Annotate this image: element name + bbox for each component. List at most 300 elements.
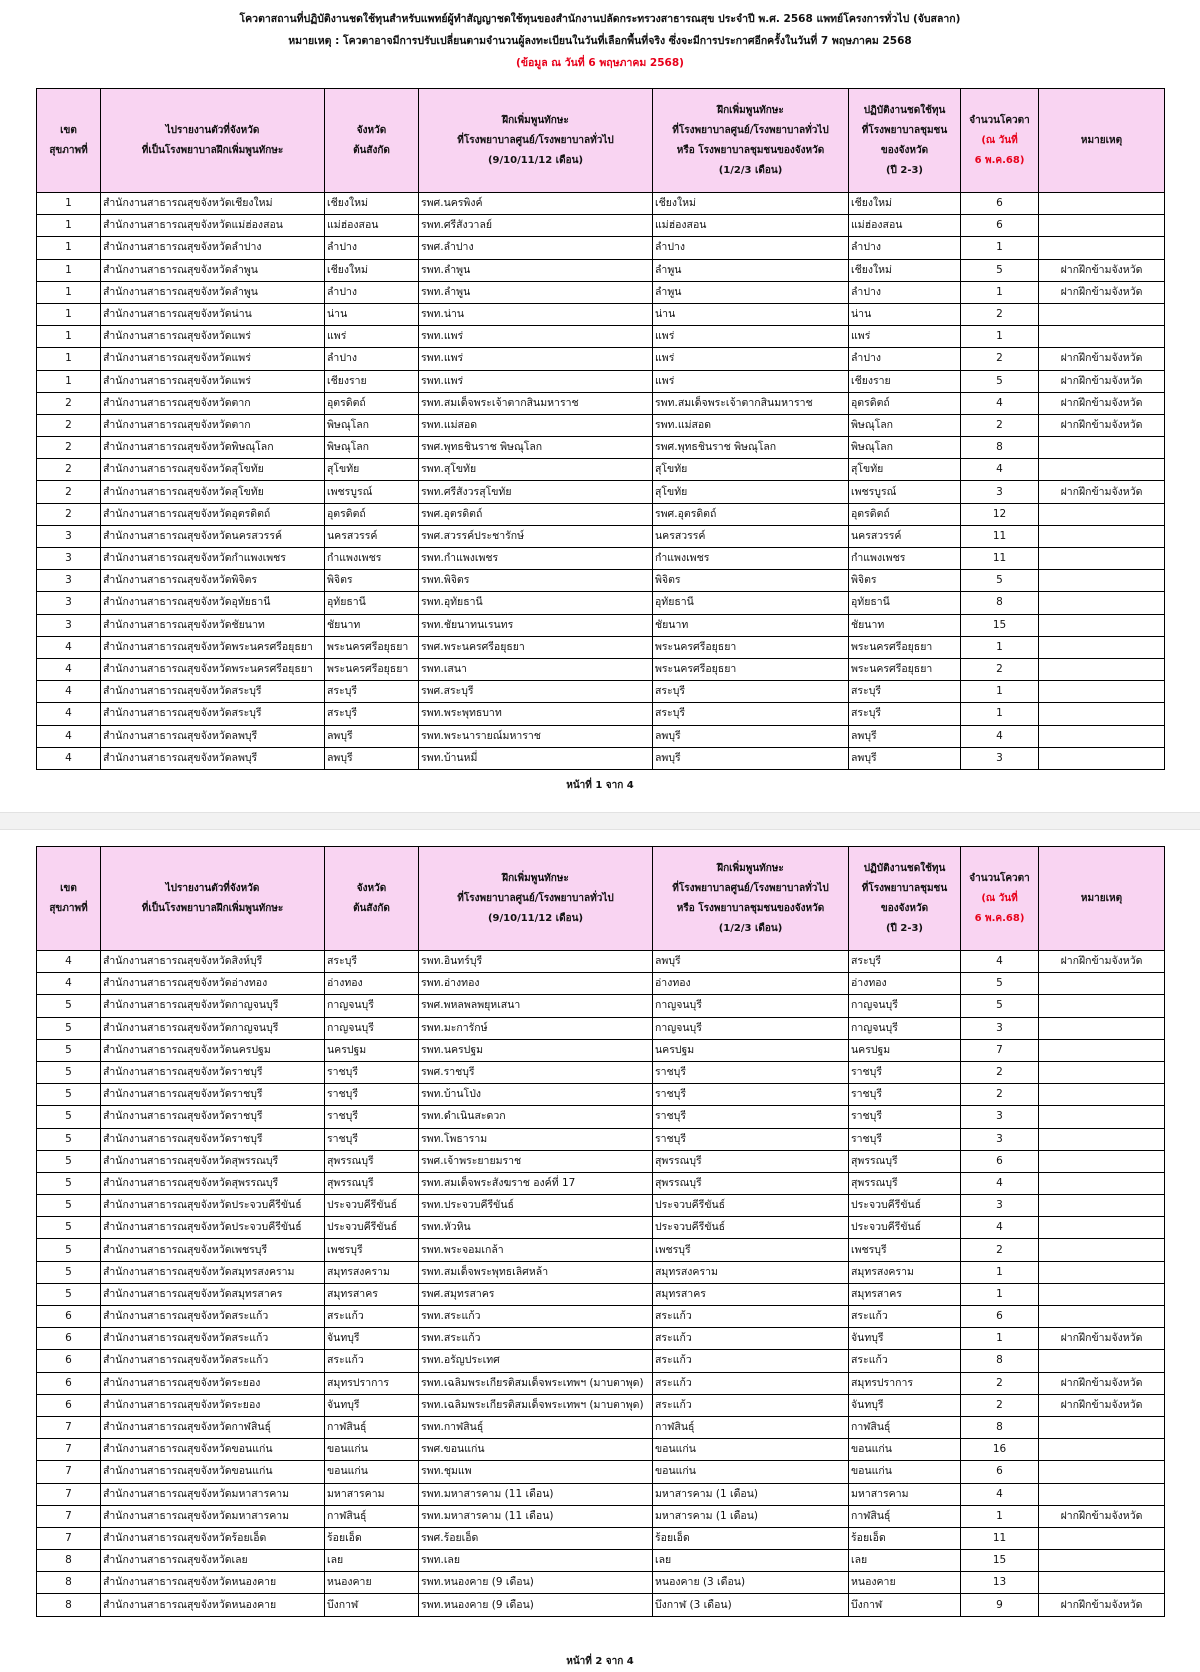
- cell-report-to: สำนักงานสาธารณสุขจังหวัดแพร่: [101, 370, 325, 392]
- cell-community-hospital: กาฬสินธุ์: [849, 1416, 961, 1438]
- cell-report-to: สำนักงานสาธารณสุขจังหวัดประจวบคีรีขันธ์: [101, 1217, 325, 1239]
- cell-training-other: อ่างทอง: [653, 973, 849, 995]
- cell-training-other: แพร่: [653, 326, 849, 348]
- cell-province: ร้อยเอ็ด: [325, 1527, 419, 1549]
- cell-report-to: สำนักงานสาธารณสุขจังหวัดหนองคาย: [101, 1572, 325, 1594]
- cell-community-hospital: สุพรรณบุรี: [849, 1150, 961, 1172]
- cell-region: 2: [37, 503, 101, 525]
- header-line: หรือ โรงพยาบาลชุมชนของจังหวัด: [676, 902, 825, 914]
- table-row: [37, 1172, 1165, 1194]
- table-row: [37, 303, 1165, 325]
- cell-report-to: สำนักงานสาธารณสุขจังหวัดนครสวรรค์: [101, 525, 325, 547]
- cell-training-other: ลพบุรี: [653, 951, 849, 973]
- header-line: จังหวัด: [356, 124, 387, 136]
- document-data-date: (ข้อมูล ณ วันที่ 6 พฤษภาคม 2568): [516, 57, 684, 69]
- cell-province: ลพบุรี: [325, 747, 419, 769]
- cell-training-other: กาฬสินธุ์: [653, 1416, 849, 1438]
- table-row: [37, 1483, 1165, 1505]
- table-row: [37, 414, 1165, 436]
- cell-quota: 11: [961, 525, 1039, 547]
- cell-quota: 11: [961, 548, 1039, 570]
- cell-remark: [1039, 658, 1165, 680]
- header-line: (ปี 2-3): [885, 164, 924, 176]
- header-region: [37, 847, 101, 951]
- header-line: ฝึกเพิ่มพูนทักษะ: [717, 104, 784, 116]
- table-row: [37, 1461, 1165, 1483]
- cell-training-other: ชัยนาท: [653, 614, 849, 636]
- cell-quota: 1: [961, 237, 1039, 259]
- cell-community-hospital: เชียงใหม่: [849, 259, 961, 281]
- cell-region: 1: [37, 348, 101, 370]
- table-row: [37, 1017, 1165, 1039]
- cell-training-other: สระแก้ว: [653, 1306, 849, 1328]
- cell-training-other: กำแพงเพชร: [653, 548, 849, 570]
- cell-training-hospital: รพท.ชุมแพ: [419, 1461, 653, 1483]
- cell-training-other: พระนครศรีอยุธยา: [653, 658, 849, 680]
- cell-quota: 4: [961, 1217, 1039, 1239]
- cell-remark: [1039, 503, 1165, 525]
- table-header: [37, 847, 1165, 951]
- table-row: [37, 951, 1165, 973]
- cell-region: 6: [37, 1328, 101, 1350]
- cell-training-hospital: รพท.แพร่: [419, 348, 653, 370]
- cell-region: 2: [37, 414, 101, 436]
- cell-report-to: สำนักงานสาธารณสุขจังหวัดสิงห์บุรี: [101, 951, 325, 973]
- cell-community-hospital: เพชรบุรี: [849, 1239, 961, 1261]
- cell-province: สระบุรี: [325, 951, 419, 973]
- cell-training-other: สุโขทัย: [653, 481, 849, 503]
- cell-report-to: สำนักงานสาธารณสุขจังหวัดพระนครศรีอยุธยา: [101, 658, 325, 680]
- cell-remark: [1039, 703, 1165, 725]
- cell-training-other: ลำพูน: [653, 259, 849, 281]
- cell-remark: [1039, 326, 1165, 348]
- cell-community-hospital: กำแพงเพชร: [849, 548, 961, 570]
- cell-community-hospital: ราชบุรี: [849, 1128, 961, 1150]
- cell-region: 4: [37, 747, 101, 769]
- cell-training-hospital: รพท.พระจอมเกล้า: [419, 1239, 653, 1261]
- cell-training-hospital: รพท.เฉลิมพระเกียรติสมเด็จพระเทพฯ (มาบตาพุด): [419, 1394, 653, 1416]
- cell-province: กาญจนบุรี: [325, 1017, 419, 1039]
- cell-remark: [1039, 1283, 1165, 1305]
- cell-quota: 4: [961, 951, 1039, 973]
- cell-training-other: ขอนแก่น: [653, 1461, 849, 1483]
- table-row: [37, 1061, 1165, 1083]
- cell-quota: 9: [961, 1594, 1039, 1616]
- cell-province: พิษณุโลก: [325, 437, 419, 459]
- header-training-other: [653, 89, 849, 193]
- cell-quota: 13: [961, 1572, 1039, 1594]
- table-row: [37, 481, 1165, 503]
- table-row: [37, 548, 1165, 570]
- cell-quota: 3: [961, 1195, 1039, 1217]
- cell-province: ลำปาง: [325, 348, 419, 370]
- cell-quota: 4: [961, 725, 1039, 747]
- table-row: [37, 747, 1165, 769]
- cell-region: 5: [37, 1150, 101, 1172]
- cell-training-hospital: รพท.แม่สอด: [419, 414, 653, 436]
- header-province: [325, 89, 419, 193]
- cell-quota: 12: [961, 503, 1039, 525]
- cell-province: ขอนแก่น: [325, 1439, 419, 1461]
- cell-training-other: ราชบุรี: [653, 1084, 849, 1106]
- cell-remark: [1039, 614, 1165, 636]
- cell-region: 5: [37, 1283, 101, 1305]
- cell-training-other: แพร่: [653, 348, 849, 370]
- header-training-hospital: [419, 847, 653, 951]
- cell-training-hospital: รพท.อ่างทอง: [419, 973, 653, 995]
- cell-quota: 6: [961, 215, 1039, 237]
- cell-training-hospital: รพท.แพร่: [419, 326, 653, 348]
- document-header: [0, 8, 1200, 74]
- cell-community-hospital: อ่างทอง: [849, 973, 961, 995]
- cell-province: สมุทรสาคร: [325, 1283, 419, 1305]
- cell-province: มหาสารคาม: [325, 1483, 419, 1505]
- table-row: [37, 1150, 1165, 1172]
- header-line: ที่โรงพยาบาลชุมชน: [861, 882, 948, 894]
- cell-province: กาญจนบุรี: [325, 995, 419, 1017]
- cell-training-hospital: รพท.เลย: [419, 1550, 653, 1572]
- cell-region: 5: [37, 1195, 101, 1217]
- cell-report-to: สำนักงานสาธารณสุขจังหวัดลพบุรี: [101, 725, 325, 747]
- cell-report-to: สำนักงานสาธารณสุขจังหวัดพระนครศรีอยุธยา: [101, 636, 325, 658]
- cell-province: ราชบุรี: [325, 1061, 419, 1083]
- cell-province: ราชบุรี: [325, 1084, 419, 1106]
- cell-training-hospital: รพท.บ้านโป่ง: [419, 1084, 653, 1106]
- cell-region: 4: [37, 973, 101, 995]
- cell-training-hospital: รพศ.เจ้าพระยายมราช: [419, 1150, 653, 1172]
- cell-community-hospital: สระบุรี: [849, 703, 961, 725]
- cell-quota: 3: [961, 1106, 1039, 1128]
- cell-remark: ฝากฝึกข้ามจังหวัด: [1039, 414, 1165, 436]
- cell-remark: ฝากฝึกข้ามจังหวัด: [1039, 259, 1165, 281]
- cell-province: แพร่: [325, 326, 419, 348]
- cell-training-hospital: รพท.ลำพูน: [419, 281, 653, 303]
- cell-province: ลำปาง: [325, 281, 419, 303]
- table-row: [37, 1350, 1165, 1372]
- cell-training-hospital: รพท.พระพุทธบาท: [419, 703, 653, 725]
- cell-report-to: สำนักงานสาธารณสุขจังหวัดอ่างทอง: [101, 973, 325, 995]
- cell-report-to: สำนักงานสาธารณสุขจังหวัดกาญจนบุรี: [101, 995, 325, 1017]
- cell-province: อุตรดิตถ์: [325, 503, 419, 525]
- cell-region: 2: [37, 437, 101, 459]
- cell-quota: 4: [961, 1172, 1039, 1194]
- cell-quota: 6: [961, 1461, 1039, 1483]
- cell-quota: 1: [961, 636, 1039, 658]
- header-line: ไปรายงานตัวที่จังหวัด: [165, 882, 260, 894]
- cell-training-hospital: รพท.อินทร์บุรี: [419, 951, 653, 973]
- cell-training-hospital: รพท.หนองคาย (9 เดือน): [419, 1594, 653, 1616]
- table-row: [37, 348, 1165, 370]
- cell-region: 1: [37, 237, 101, 259]
- cell-report-to: สำนักงานสาธารณสุขจังหวัดสุโขทัย: [101, 459, 325, 481]
- cell-training-hospital: รพท.น่าน: [419, 303, 653, 325]
- cell-remark: [1039, 1461, 1165, 1483]
- cell-province: อ่างทอง: [325, 973, 419, 995]
- cell-region: 1: [37, 215, 101, 237]
- cell-remark: [1039, 1217, 1165, 1239]
- cell-remark: [1039, 1039, 1165, 1061]
- table-row: [37, 281, 1165, 303]
- cell-remark: [1039, 1527, 1165, 1549]
- header-line: (9/10/11/12 เดือน): [487, 154, 584, 166]
- cell-remark: [1039, 525, 1165, 547]
- cell-remark: [1039, 1572, 1165, 1594]
- cell-region: 7: [37, 1527, 101, 1549]
- cell-community-hospital: พิษณุโลก: [849, 437, 961, 459]
- cell-training-other: นครปฐม: [653, 1039, 849, 1061]
- cell-region: 4: [37, 725, 101, 747]
- cell-remark: [1039, 193, 1165, 215]
- cell-report-to: สำนักงานสาธารณสุขจังหวัดกาญจนบุรี: [101, 1017, 325, 1039]
- cell-remark: [1039, 1350, 1165, 1372]
- cell-remark: [1039, 1550, 1165, 1572]
- cell-training-other: น่าน: [653, 303, 849, 325]
- cell-remark: [1039, 1239, 1165, 1261]
- cell-remark: [1039, 1084, 1165, 1106]
- cell-community-hospital: พระนครศรีอยุธยา: [849, 658, 961, 680]
- cell-region: 6: [37, 1394, 101, 1416]
- header-community: [849, 847, 961, 951]
- cell-training-other: รพท.สมเด็จพระเจ้าตากสินมหาราช: [653, 392, 849, 414]
- header-report-to: [101, 847, 325, 951]
- page-number: หน้าที่ 2 จาก 4: [566, 1656, 634, 1667]
- cell-province: หนองคาย: [325, 1572, 419, 1594]
- cell-training-hospital: รพท.กาฬสินธุ์: [419, 1416, 653, 1438]
- cell-report-to: สำนักงานสาธารณสุขจังหวัดสระแก้ว: [101, 1306, 325, 1328]
- cell-training-other: อุทัยธานี: [653, 592, 849, 614]
- cell-remark: ฝากฝึกข้ามจังหวัด: [1039, 1372, 1165, 1394]
- table-row: [37, 1039, 1165, 1061]
- cell-training-hospital: รพท.หนองคาย (9 เดือน): [419, 1572, 653, 1594]
- table-row: [37, 1306, 1165, 1328]
- table-row: [37, 570, 1165, 592]
- cell-community-hospital: สมุทรสงคราม: [849, 1261, 961, 1283]
- header-line: (9/10/11/12 เดือน): [487, 912, 584, 924]
- cell-community-hospital: ราชบุรี: [849, 1106, 961, 1128]
- cell-report-to: สำนักงานสาธารณสุขจังหวัดราชบุรี: [101, 1128, 325, 1150]
- header-line: ที่โรงพยาบาลศูนย์/โรงพยาบาลทั่วไป: [457, 134, 614, 146]
- cell-training-hospital: รพท.สระแก้ว: [419, 1306, 653, 1328]
- cell-quota: 2: [961, 348, 1039, 370]
- cell-community-hospital: ร้อยเอ็ด: [849, 1527, 961, 1549]
- header-line: ที่โรงพยาบาลศูนย์/โรงพยาบาลทั่วไป: [457, 892, 614, 904]
- cell-region: 3: [37, 592, 101, 614]
- header-line: ฝึกเพิ่มพูนทักษะ: [502, 872, 569, 884]
- table-row: [37, 193, 1165, 215]
- cell-remark: [1039, 437, 1165, 459]
- cell-quota: 5: [961, 995, 1039, 1017]
- cell-remark: [1039, 1416, 1165, 1438]
- cell-remark: ฝากฝึกข้ามจังหวัด: [1039, 951, 1165, 973]
- cell-region: 5: [37, 1128, 101, 1150]
- cell-training-hospital: รพท.มหาสารคาม (11 เดือน): [419, 1483, 653, 1505]
- cell-remark: [1039, 1439, 1165, 1461]
- cell-community-hospital: สระแก้ว: [849, 1350, 961, 1372]
- table-row: [37, 725, 1165, 747]
- cell-training-hospital: รพท.ประจวบคีรีขันธ์: [419, 1195, 653, 1217]
- table-row: [37, 1416, 1165, 1438]
- cell-quota: 8: [961, 1350, 1039, 1372]
- cell-training-other: แม่ฮ่องสอน: [653, 215, 849, 237]
- cell-community-hospital: ราชบุรี: [849, 1084, 961, 1106]
- cell-province: สระบุรี: [325, 703, 419, 725]
- cell-remark: ฝากฝึกข้ามจังหวัด: [1039, 1505, 1165, 1527]
- header-line: จำนวนโควตา: [969, 872, 1030, 884]
- cell-training-hospital: รพท.นครปฐม: [419, 1039, 653, 1061]
- cell-training-other: ร้อยเอ็ด: [653, 1527, 849, 1549]
- cell-training-hospital: รพท.อุทัยธานี: [419, 592, 653, 614]
- cell-training-other: รพศ.อุตรดิตถ์: [653, 503, 849, 525]
- cell-training-hospital: รพท.ศรีสังวาลย์: [419, 215, 653, 237]
- cell-report-to: สำนักงานสาธารณสุขจังหวัดแพร่: [101, 326, 325, 348]
- cell-region: 4: [37, 703, 101, 725]
- cell-region: 8: [37, 1550, 101, 1572]
- cell-report-to: สำนักงานสาธารณสุขจังหวัดมหาสารคาม: [101, 1505, 325, 1527]
- cell-training-hospital: รพศ.นครพิงค์: [419, 193, 653, 215]
- cell-report-to: สำนักงานสาธารณสุขจังหวัดประจวบคีรีขันธ์: [101, 1195, 325, 1217]
- cell-quota: 5: [961, 973, 1039, 995]
- cell-training-hospital: รพท.แพร่: [419, 370, 653, 392]
- cell-remark: [1039, 592, 1165, 614]
- cell-province: เชียงราย: [325, 370, 419, 392]
- table-row: [37, 1439, 1165, 1461]
- cell-province: ประจวบคีรีขันธ์: [325, 1217, 419, 1239]
- cell-province: ราชบุรี: [325, 1128, 419, 1150]
- cell-remark: [1039, 548, 1165, 570]
- cell-training-hospital: รพท.ศรีสังวรสุโขทัย: [419, 481, 653, 503]
- cell-report-to: สำนักงานสาธารณสุขจังหวัดพิจิตร: [101, 570, 325, 592]
- cell-province: เชียงใหม่: [325, 193, 419, 215]
- cell-province: กาฬสินธุ์: [325, 1505, 419, 1527]
- cell-report-to: สำนักงานสาธารณสุขจังหวัดสระแก้ว: [101, 1350, 325, 1372]
- table-body: [37, 193, 1165, 770]
- table-row: [37, 1261, 1165, 1283]
- document-page-1: [0, 0, 1200, 812]
- cell-training-other: เลย: [653, 1550, 849, 1572]
- cell-remark: [1039, 636, 1165, 658]
- cell-report-to: สำนักงานสาธารณสุขจังหวัดสระแก้ว: [101, 1328, 325, 1350]
- cell-report-to: สำนักงานสาธารณสุขจังหวัดสุพรรณบุรี: [101, 1150, 325, 1172]
- cell-remark: [1039, 1106, 1165, 1128]
- cell-training-other: มหาสารคาม (1 เดือน): [653, 1483, 849, 1505]
- cell-report-to: สำนักงานสาธารณสุขจังหวัดตาก: [101, 414, 325, 436]
- cell-remark: [1039, 1061, 1165, 1083]
- cell-region: 4: [37, 951, 101, 973]
- cell-quota: 15: [961, 614, 1039, 636]
- cell-training-hospital: รพศ.พหลพลพยุหเสนา: [419, 995, 653, 1017]
- table-header: [37, 89, 1165, 193]
- cell-remark: [1039, 1483, 1165, 1505]
- cell-province: เพชรบุรี: [325, 1239, 419, 1261]
- cell-region: 2: [37, 481, 101, 503]
- cell-report-to: สำนักงานสาธารณสุขจังหวัดนครปฐม: [101, 1039, 325, 1061]
- cell-quota: 1: [961, 1505, 1039, 1527]
- cell-training-other: ลพบุรี: [653, 747, 849, 769]
- cell-province: สระบุรี: [325, 681, 419, 703]
- cell-quota: 5: [961, 259, 1039, 281]
- table-row: [37, 525, 1165, 547]
- cell-report-to: สำนักงานสาธารณสุขจังหวัดสุโขทัย: [101, 481, 325, 503]
- cell-province: กำแพงเพชร: [325, 548, 419, 570]
- cell-remark: [1039, 570, 1165, 592]
- cell-training-hospital: รพศ.อุตรดิตถ์: [419, 503, 653, 525]
- cell-quota: 1: [961, 281, 1039, 303]
- cell-report-to: สำนักงานสาธารณสุขจังหวัดลำพูน: [101, 281, 325, 303]
- table-row: [37, 1527, 1165, 1549]
- table-row: [37, 1106, 1165, 1128]
- cell-region: 4: [37, 636, 101, 658]
- cell-training-hospital: รพท.สุโขทัย: [419, 459, 653, 481]
- cell-quota: 8: [961, 592, 1039, 614]
- header-training-other: [653, 847, 849, 951]
- cell-community-hospital: จันทบุรี: [849, 1328, 961, 1350]
- cell-province: พิษณุโลก: [325, 414, 419, 436]
- cell-quota: 1: [961, 1283, 1039, 1305]
- header-line: 6 พ.ค.68): [974, 154, 1025, 166]
- cell-region: 1: [37, 370, 101, 392]
- cell-training-other: นครสวรรค์: [653, 525, 849, 547]
- cell-quota: 3: [961, 481, 1039, 503]
- cell-remark: [1039, 681, 1165, 703]
- cell-training-hospital: รพศ.พระนครศรีอยุธยา: [419, 636, 653, 658]
- cell-training-other: ลำปาง: [653, 237, 849, 259]
- cell-region: 7: [37, 1416, 101, 1438]
- cell-report-to: สำนักงานสาธารณสุขจังหวัดลำพูน: [101, 259, 325, 281]
- cell-training-other: มหาสารคาม (1 เดือน): [653, 1505, 849, 1527]
- cell-report-to: สำนักงานสาธารณสุขจังหวัดสุพรรณบุรี: [101, 1172, 325, 1194]
- cell-training-other: บึงกาฬ (3 เดือน): [653, 1594, 849, 1616]
- cell-province: พระนครศรีอยุธยา: [325, 636, 419, 658]
- cell-region: 5: [37, 1106, 101, 1128]
- cell-province: สระแก้ว: [325, 1350, 419, 1372]
- cell-remark: [1039, 1172, 1165, 1194]
- cell-province: จันทบุรี: [325, 1394, 419, 1416]
- cell-remark: [1039, 459, 1165, 481]
- cell-community-hospital: สมุทรปราการ: [849, 1372, 961, 1394]
- cell-region: 5: [37, 1239, 101, 1261]
- table-row: [37, 503, 1165, 525]
- cell-community-hospital: พิจิตร: [849, 570, 961, 592]
- cell-quota: 2: [961, 1084, 1039, 1106]
- cell-training-hospital: รพท.โพธาราม: [419, 1128, 653, 1150]
- cell-training-hospital: รพท.เฉลิมพระเกียรติสมเด็จพระเทพฯ (มาบตาพุด): [419, 1372, 653, 1394]
- cell-region: 3: [37, 570, 101, 592]
- cell-community-hospital: ประจวบคีรีขันธ์: [849, 1195, 961, 1217]
- cell-community-hospital: นครปฐม: [849, 1039, 961, 1061]
- cell-province: บึงกาฬ: [325, 1594, 419, 1616]
- cell-remark: ฝากฝึกข้ามจังหวัด: [1039, 1394, 1165, 1416]
- header-line: หมายเหตุ: [1080, 892, 1123, 904]
- cell-training-hospital: รพศ.ขอนแก่น: [419, 1439, 653, 1461]
- header-line: (ณ วันที่: [981, 892, 1018, 904]
- cell-community-hospital: ลำปาง: [849, 237, 961, 259]
- cell-training-other: สุโขทัย: [653, 459, 849, 481]
- table-row: [37, 973, 1165, 995]
- cell-quota: 7: [961, 1039, 1039, 1061]
- cell-region: 8: [37, 1572, 101, 1594]
- cell-province: อุทัยธานี: [325, 592, 419, 614]
- table-row: [37, 995, 1165, 1017]
- cell-region: 2: [37, 459, 101, 481]
- cell-region: 5: [37, 995, 101, 1017]
- table-row: [37, 259, 1165, 281]
- cell-region: 1: [37, 281, 101, 303]
- cell-quota: 5: [961, 370, 1039, 392]
- cell-report-to: สำนักงานสาธารณสุขจังหวัดชัยนาท: [101, 614, 325, 636]
- cell-community-hospital: เพชรบูรณ์: [849, 481, 961, 503]
- header-province: [325, 847, 419, 951]
- header-line: สุขภาพที่: [49, 902, 88, 914]
